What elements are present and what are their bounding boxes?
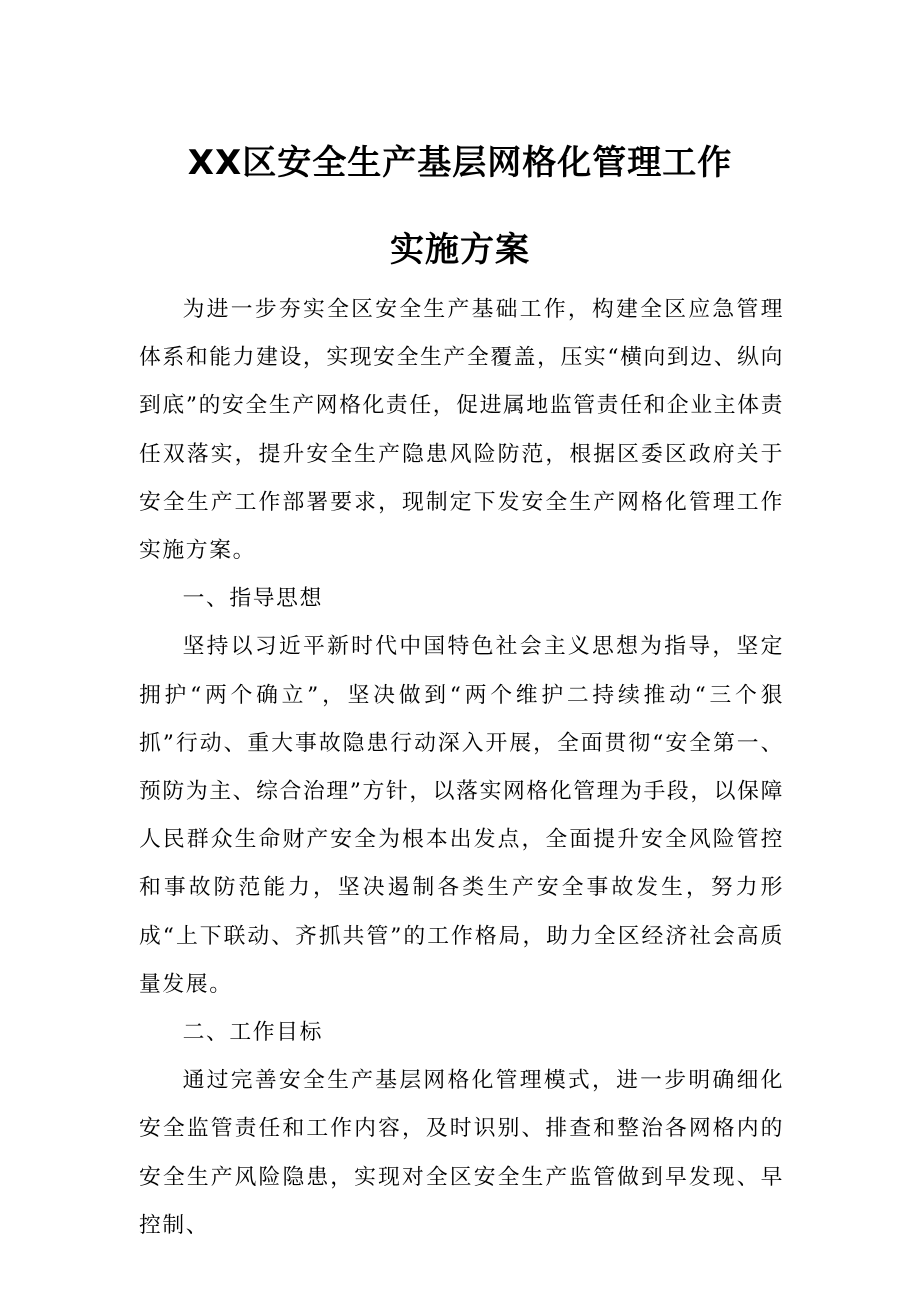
work-goals-paragraph: 通过完善安全生产基层网格化管理模式，进一步明确细化安全监管责任和工作内容，及时识别、排查和整治各网格内的安全生产风险隐患，实现对全区安全生产监管做到早发现、早控制、 bbox=[139, 1068, 784, 1238]
document-subtitle: 实施方案 bbox=[390, 230, 530, 270]
document-title: XX区安全生产基层网格化管理工作 bbox=[187, 143, 733, 183]
section-heading-guiding-ideology: 一、指导思想 bbox=[182, 586, 323, 612]
guiding-ideology-paragraph: 坚持以习近平新时代中国特色社会主义思想为指导，坚定拥护“两个确立”，坚决做到“两个维护二持续推动“三个狠抓”行动、重大事故隐患行动深入开展，全面贯彻“安全第一、预防为主、综合治理”方针，以落实网格化管理为手段，以保障人民群众生命财产安全为根本出发点，全面提升安全风险管控和事故防范能力，坚决遏制各类生产安全事故发生，努力形成“上下联动、齐抓共管”的工作格局，助力全区经济社会高质量发展。 bbox=[139, 634, 784, 997]
section-heading-work-goals: 二、工作目标 bbox=[182, 1020, 323, 1046]
intro-paragraph: 为进一步夯实全区安全生产基础工作，构建全区应急管理体系和能力建设，实现安全生产全覆盖，压实“横向到边、纵向到底”的安全生产网格化责任，促进属地监管责任和企业主体责任双落实，提升安全生产隐患风险防范，根据区委区政府关于安全生产工作部署要求，现制定下发安全生产网格化管理工作实施方案。 bbox=[139, 297, 784, 564]
document-body bbox=[139, 286, 784, 1250]
